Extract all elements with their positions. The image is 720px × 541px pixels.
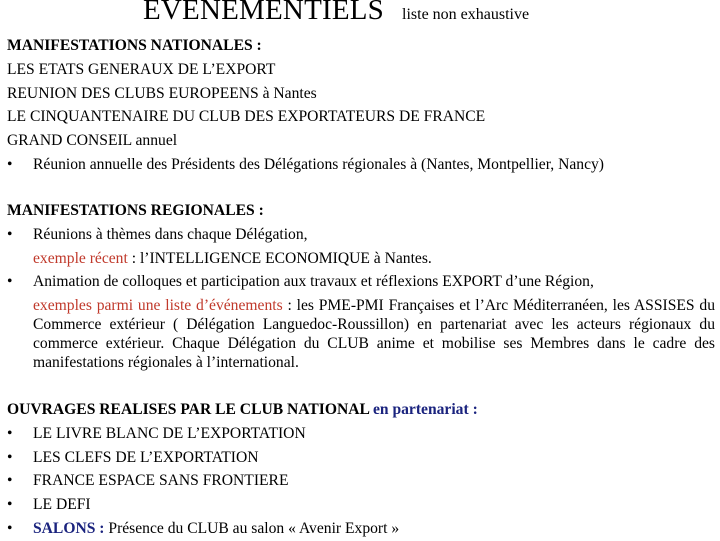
salons-label: SALONS : — [33, 519, 109, 537]
bullet-marker: • — [7, 496, 13, 514]
example-label: exemple récent — [33, 249, 128, 267]
title-row — [143, 0, 529, 27]
bullet-item — [7, 469, 715, 493]
bullet-marker: • — [7, 448, 13, 466]
section-ouvrages — [7, 398, 715, 541]
bullet-content — [33, 270, 715, 372]
bullet-example — [33, 296, 715, 372]
section-heading-regionales: MANIFESTATIONS REGIONALES : — [7, 202, 264, 219]
bullet-marker: • — [7, 424, 13, 442]
heading-main: OUVRAGES REALISES PAR LE CLUB NATIONAL — [7, 401, 370, 418]
bullet-item — [7, 493, 715, 517]
section-regionales — [7, 199, 715, 372]
bullet-text: Réunion annuelle des Présidents des Délégations régionales à (Nantes, Montpellier, Nancy) — [33, 155, 604, 173]
page-title: EVENEMENTIELS — [143, 0, 385, 26]
bullet-text: Réunions à thèmes dans chaque Délégation, — [33, 225, 308, 243]
bullet-example — [33, 247, 715, 271]
section-heading-nationales: MANIFESTATIONS NATIONALES : — [7, 37, 262, 54]
list-item: REUNION DES CLUBS EUROPEENS à Nantes — [7, 84, 317, 102]
bullet-text: LE DEFI — [33, 496, 91, 514]
bullet-item — [7, 446, 715, 470]
heading-suffix: en partenariat : — [369, 401, 478, 418]
bullet-text: FRANCE ESPACE SANS FRONTIERE — [33, 472, 289, 490]
list-item: LE CINQUANTENAIRE DU CLUB DES EXPORTATEURS DE FRANCE — [7, 108, 486, 126]
bullet-marker: • — [7, 519, 13, 537]
bullet-item — [7, 153, 715, 177]
bullet-marker: • — [7, 155, 13, 173]
bullet-item — [7, 517, 715, 541]
bullet-content — [33, 223, 715, 271]
bullet-marker: • — [7, 472, 13, 490]
section-heading-ouvrages — [7, 398, 715, 422]
example-text: : l’INTELLIGENCE ECONOMIQUE à Nantes. — [127, 249, 432, 267]
bullet-marker: • — [7, 273, 13, 291]
list-item: LES ETATS GENERAUX DE L’EXPORT — [7, 60, 276, 78]
bullet-text-salons — [33, 517, 715, 541]
bullet-item — [7, 422, 715, 446]
section-nationales — [7, 34, 715, 177]
example-text: : les PME-PMI Françaises et l’Arc Méditerranéen, les ASSISES du Commerce extérieur ( Délégation Languedoc-Roussillon) en partenariat avec les acteurs régionaux du commerce extérieur. Chaque Délégation du CLUB anime et mobilise ses Membres dans le cadre des manifestations régionales à l’international. — [33, 297, 715, 372]
salons-text: Présence du CLUB au salon « Avenir Export » — [108, 519, 400, 537]
bullet-text: LES CLEFS DE L’EXPORTATION — [33, 448, 259, 466]
page-subtitle: liste non exhaustive — [402, 6, 530, 23]
bullet-text: Animation de colloques et participation aux travaux et réflexions EXPORT d’une Région, — [33, 273, 594, 291]
list-item: GRAND CONSEIL annuel — [7, 132, 178, 150]
example-label: exemples parmi une liste d’événements — [33, 297, 283, 315]
bullet-item — [7, 270, 715, 372]
bullet-item — [7, 223, 715, 271]
bullet-marker: • — [7, 225, 13, 243]
bullet-text: LE LIVRE BLANC DE L’EXPORTATION — [33, 424, 306, 442]
